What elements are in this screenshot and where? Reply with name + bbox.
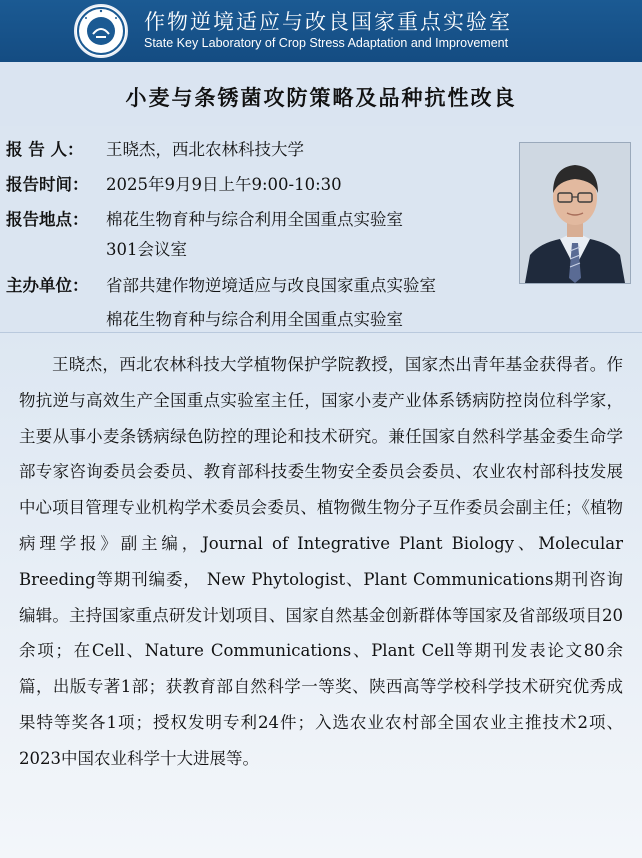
- speaker-portrait: [519, 142, 631, 284]
- time-value: 2025年9月9日上午9:00-10:30: [106, 175, 342, 194]
- host-value-line2: 棉花生物育种与综合利用全国重点实验室: [106, 310, 403, 329]
- place-value-line2: 301会议室: [106, 240, 187, 259]
- title-band: [0, 62, 642, 127]
- time-row: [6, 171, 342, 195]
- university-seal-logo: [74, 4, 128, 58]
- lab-name-en: State Key Laboratory of Crop Stress Adaptation and Improvement: [144, 36, 509, 50]
- speaker-value: 王晓杰，西北农林科技大学: [106, 140, 304, 159]
- talk-title: 小麦与条锈菌攻防策略及品种抗性改良: [125, 85, 517, 110]
- place-row: [6, 206, 403, 230]
- speaker-label: 报 告 人：: [6, 140, 84, 159]
- host-value-line1: 省部共建作物逆境适应与改良国家重点实验室: [106, 276, 436, 295]
- speaker-row: [6, 136, 304, 160]
- portrait-graphic: [520, 143, 630, 283]
- host-row: [6, 272, 436, 296]
- lab-name-cn: 作物逆境适应与改良国家重点实验室: [144, 10, 512, 34]
- speaker-bio: 王晓杰，西北农林科技大学植物保护学院教授，国家杰出青年基金获得者。作物抗逆与高效生产全国重点实验室主任，国家小麦产业体系锈病防控岗位科学家，主要从事小麦条锈病绿色防控的理论和技术研究。兼任国家自然科学基金委生命学部专家咨询委员会委员、教育部科技委生物安全委员会委员、农业农村部科技发展中心项目管理专业机构学术委员会委员、植物微生物分子互作委员会副主任；《植物病理学报》副主编，Journal of Integrative Plant Biology、Molecular Breeding等期刊编委， New Phytologist、Plant Communications期刊咨询编辑。主持国家重点研发计划项目、国家自然基金创新群体等国家及省部级项目20余项；在Cell、Nature Communications、Plant Cell等期刊发表论文80余篇，出版专著1部；获教育部自然科学一等奖、陕西高等学校科学技术研究优秀成果特等奖各1项；授权发明专利24件；入选农业农村部全国农业主推技术2项、2023中国农业科学十大进展等。: [19, 355, 623, 768]
- header-banner: [0, 0, 642, 62]
- host-label: 主办单位：: [6, 276, 89, 295]
- seal-graphic: [76, 6, 126, 56]
- bio-section: [0, 333, 642, 858]
- place-value-line1: 棉花生物育种与综合利用全国重点实验室: [106, 210, 403, 229]
- time-label: 报告时间：: [6, 175, 89, 194]
- place-label: 报告地点：: [6, 210, 89, 229]
